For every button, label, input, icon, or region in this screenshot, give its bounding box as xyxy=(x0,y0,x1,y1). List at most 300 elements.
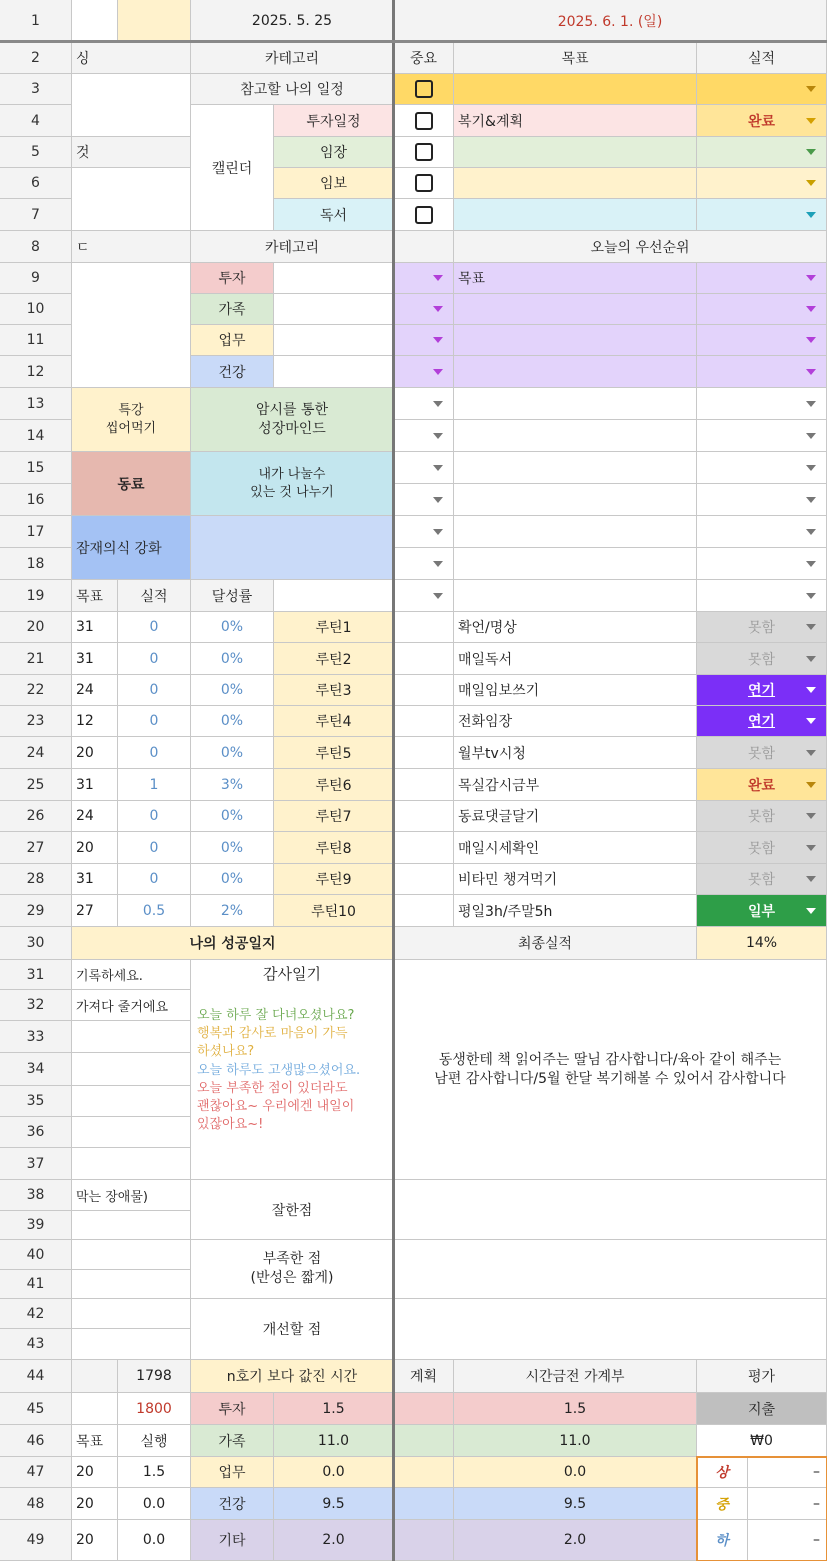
priority-goal[interactable] xyxy=(454,356,697,388)
time-row-target-text: 20 xyxy=(76,1532,94,1548)
routine-status[interactable] xyxy=(697,769,827,801)
dropdown-cell[interactable] xyxy=(697,420,827,452)
dropdown-arrow-icon[interactable] xyxy=(806,529,816,535)
row-header xyxy=(0,1457,72,1488)
final-result-value xyxy=(697,927,827,960)
gratitude-box xyxy=(191,960,394,1180)
time-plan xyxy=(454,1393,697,1425)
checkbox-icon[interactable] xyxy=(415,80,433,98)
schedule-goal-text: 복기&계획 xyxy=(458,113,524,130)
dropdown-arrow-icon[interactable] xyxy=(433,561,443,567)
row-header-text: 16 xyxy=(26,491,45,508)
fragment-5-text: 것 xyxy=(76,145,90,161)
schedule-result[interactable] xyxy=(697,74,827,105)
row-header xyxy=(0,231,72,263)
dropdown-arrow-icon[interactable] xyxy=(806,624,816,630)
priority-category-header-text: 카테고리 xyxy=(264,239,320,256)
schedule-goal[interactable] xyxy=(454,199,697,231)
priority-input[interactable] xyxy=(274,356,394,388)
freeze-divider-horizontal xyxy=(0,40,827,43)
routine-result xyxy=(118,801,191,832)
dropdown-arrow-icon[interactable] xyxy=(806,180,816,186)
importance-header-text: 중요 xyxy=(409,50,438,67)
obstacle-fragment xyxy=(72,1180,191,1211)
dropdown-cell[interactable] xyxy=(697,516,827,548)
schedule-goal[interactable] xyxy=(454,105,697,137)
row-header-text: 25 xyxy=(26,776,45,793)
dropdown-arrow-icon[interactable] xyxy=(433,401,443,407)
expense-value xyxy=(697,1425,827,1457)
time-value xyxy=(274,1520,394,1561)
row-header-text: 3 xyxy=(31,81,40,97)
cell-32 xyxy=(394,1457,454,1488)
row-header xyxy=(0,325,72,356)
eval-header xyxy=(697,1360,827,1393)
cell-26 xyxy=(72,1299,191,1329)
dropdown-arrow-icon[interactable] xyxy=(806,656,816,662)
routine-status[interactable] xyxy=(697,643,827,675)
dropdown-cell[interactable] xyxy=(394,388,454,420)
improve-label xyxy=(191,1299,394,1360)
priority-input[interactable] xyxy=(274,325,394,356)
dropdown-arrow-icon[interactable] xyxy=(806,782,816,788)
routine-name xyxy=(274,769,394,801)
importance-checkbox[interactable] xyxy=(394,168,454,199)
cell-21 xyxy=(72,1117,191,1148)
priority-importance[interactable] xyxy=(394,294,454,325)
time-category xyxy=(191,1425,274,1457)
dropdown-cell[interactable] xyxy=(697,388,827,420)
row-header xyxy=(0,1520,72,1561)
priority-importance[interactable] xyxy=(394,325,454,356)
row-header-text: 29 xyxy=(26,902,45,919)
routine-rate xyxy=(191,832,274,864)
routine-result xyxy=(118,612,191,643)
gratitude-prompt: 오늘 하루도 고생많으셨어요. xyxy=(197,1062,361,1078)
routine-status[interactable] xyxy=(697,706,827,737)
schedule-item-text: 임장 xyxy=(319,145,348,161)
cell-34 xyxy=(394,1520,454,1561)
row-header xyxy=(0,388,72,420)
cell-20 xyxy=(72,1086,191,1117)
dropdown-arrow-icon[interactable] xyxy=(806,593,816,599)
row-header xyxy=(0,737,72,769)
priority-goal-text: 목표 xyxy=(458,271,486,287)
routine-status-text: 못함 xyxy=(747,745,776,762)
goal-header-text: 목표 xyxy=(561,50,589,67)
dropdown-arrow-icon[interactable] xyxy=(806,433,816,439)
cell-19 xyxy=(72,1053,191,1086)
time-total xyxy=(118,1360,191,1393)
routine-task-text: 평일3h/주말5h xyxy=(458,903,553,920)
row-header xyxy=(0,452,72,484)
routine-target xyxy=(72,675,118,706)
gratitude-prompt: 오늘 부족한 점이 있더라도 괜찮아요~ 우리에겐 내일이 있잖아요~! xyxy=(197,1080,355,1133)
dropdown-cell[interactable] xyxy=(697,452,827,484)
time-plan xyxy=(454,1425,697,1457)
priority-category xyxy=(191,263,274,294)
routine-result xyxy=(118,675,191,706)
dropdown-arrow-icon[interactable] xyxy=(806,118,816,124)
dropdown-arrow-icon[interactable] xyxy=(806,876,816,882)
routine-rate xyxy=(191,895,274,927)
priority-category-text: 업무 xyxy=(218,333,246,349)
routine-target xyxy=(72,612,118,643)
checkbox-icon[interactable] xyxy=(415,206,433,224)
dropdown-arrow-icon[interactable] xyxy=(433,369,443,375)
checkbox-icon[interactable] xyxy=(415,174,433,192)
grade-value[interactable] xyxy=(748,1488,827,1520)
routine-status[interactable] xyxy=(697,675,827,706)
priority-goal[interactable] xyxy=(454,388,697,420)
schedule-item xyxy=(274,105,394,137)
routine-target xyxy=(72,864,118,895)
time-value-text: 0.0 xyxy=(322,1464,345,1480)
gratitude-text[interactable] xyxy=(394,960,827,1180)
affirmation-block-text: 암시를 통한 성장마인드 xyxy=(255,401,329,437)
dropdown-arrow-icon[interactable] xyxy=(806,86,816,92)
routine-result xyxy=(118,643,191,675)
importance-checkbox[interactable] xyxy=(394,137,454,168)
dropdown-cell[interactable] xyxy=(394,580,454,612)
time-goal-header xyxy=(72,1425,118,1457)
routine-task xyxy=(454,675,697,706)
result-header-text: 실적 xyxy=(747,50,776,67)
time-plan xyxy=(454,1520,697,1561)
time-exec-header-text: 실행 xyxy=(140,1433,168,1450)
routine-rate-header xyxy=(191,580,274,612)
time-row-exec xyxy=(118,1457,191,1488)
routine-task-text: 전화임장 xyxy=(458,714,513,730)
priority-category xyxy=(191,294,274,325)
dropdown-arrow-icon[interactable] xyxy=(806,497,816,503)
time-row-exec-text: 1.5 xyxy=(142,1464,166,1480)
improve-text[interactable] xyxy=(394,1299,827,1360)
special-lecture-text: 특강 씹어먹기 xyxy=(105,402,157,436)
routine-name-text: 루틴7 xyxy=(315,809,352,825)
checkbox-icon[interactable] xyxy=(415,143,433,161)
dropdown-arrow-icon[interactable] xyxy=(433,275,443,281)
importance-checkbox[interactable] xyxy=(394,199,454,231)
time-row-target xyxy=(72,1457,118,1488)
priority-importance[interactable] xyxy=(394,263,454,294)
time-value xyxy=(274,1457,394,1488)
priority-goal[interactable] xyxy=(454,548,697,580)
schedule-item-text: 독서 xyxy=(319,207,348,224)
row-header xyxy=(0,1086,72,1117)
time-target xyxy=(118,1393,191,1425)
share-block xyxy=(191,452,394,516)
grade-label-text: 중 xyxy=(715,1496,729,1513)
routine-target xyxy=(72,832,118,864)
routine-status-text: 완료 xyxy=(747,777,776,794)
row-header xyxy=(0,1488,72,1520)
routine-target xyxy=(72,706,118,737)
cell-13 xyxy=(394,769,454,801)
cell-2 xyxy=(72,74,191,137)
row-header xyxy=(0,516,72,548)
routine-goal-header-text: 목표 xyxy=(76,588,104,605)
freeze-divider-vertical xyxy=(392,0,395,1561)
schedule-goal[interactable] xyxy=(454,74,697,105)
final-result-value-text: 14% xyxy=(745,935,778,951)
time-plan-text: 0.0 xyxy=(563,1464,587,1480)
schedule-result[interactable] xyxy=(697,168,827,199)
routine-task xyxy=(454,895,697,927)
dropdown-arrow-icon[interactable] xyxy=(806,561,816,567)
dropdown-cell[interactable] xyxy=(394,548,454,580)
priority-result[interactable] xyxy=(697,356,827,388)
time-row-exec-text: 0.0 xyxy=(142,1495,166,1512)
dropdown-arrow-icon[interactable] xyxy=(806,750,816,756)
time-category-text: 건강 xyxy=(218,1496,246,1513)
cell-25 xyxy=(72,1270,191,1299)
dropdown-arrow-icon[interactable] xyxy=(806,465,816,471)
lacking-label-text: 부족한 점 (반성은 짧게) xyxy=(250,1251,334,1286)
journal-title-text: 나의 성공일지 xyxy=(189,936,276,952)
priority-result[interactable] xyxy=(697,325,827,356)
journal-note xyxy=(72,960,191,990)
time-category-text: 가족 xyxy=(218,1433,246,1450)
grade-value-text: – xyxy=(813,1495,820,1512)
cell-33 xyxy=(394,1488,454,1520)
grade-label xyxy=(697,1520,748,1561)
priority-result[interactable] xyxy=(697,263,827,294)
schedule-title xyxy=(191,74,394,105)
dropdown-arrow-icon[interactable] xyxy=(433,529,443,535)
cell-3 xyxy=(72,168,191,231)
routine-target xyxy=(72,737,118,769)
row-header xyxy=(0,548,72,580)
routine-task xyxy=(454,612,697,643)
row-header xyxy=(0,199,72,231)
routine-name xyxy=(274,737,394,769)
routine-goal-header xyxy=(72,580,118,612)
cell-10 xyxy=(394,675,454,706)
obstacle-fragment-text: 막는 장애물) xyxy=(76,1189,148,1205)
dropdown-arrow-icon[interactable] xyxy=(806,687,816,693)
dropdown-arrow-icon[interactable] xyxy=(806,401,816,407)
final-result-label xyxy=(394,927,697,960)
routine-rate-text: 3% xyxy=(220,776,244,793)
dropdown-cell[interactable] xyxy=(394,452,454,484)
routine-result-header xyxy=(118,580,191,612)
routine-rate-text: 2% xyxy=(220,902,244,919)
dropdown-arrow-icon[interactable] xyxy=(806,813,816,819)
time-category xyxy=(191,1393,274,1425)
routine-status[interactable] xyxy=(697,864,827,895)
priority-goal[interactable] xyxy=(454,420,697,452)
routine-rate-text: 0% xyxy=(220,744,244,761)
routine-status[interactable] xyxy=(697,801,827,832)
priority-input[interactable] xyxy=(274,263,394,294)
row-header-text: 42 xyxy=(26,1305,45,1322)
row-header-text: 31 xyxy=(26,966,45,983)
share-block-text: 내가 나눌수 있는 것 나누기 xyxy=(250,466,334,500)
routine-task-text: 목실감시금부 xyxy=(458,777,540,794)
row-header xyxy=(0,1299,72,1329)
dropdown-arrow-icon[interactable] xyxy=(806,369,816,375)
routine-status-text: 못함 xyxy=(747,872,776,888)
dropdown-arrow-icon[interactable] xyxy=(806,845,816,851)
priority-goal[interactable] xyxy=(454,580,697,612)
row-header-text: 46 xyxy=(26,1432,45,1449)
dropdown-arrow-icon[interactable] xyxy=(433,465,443,471)
dropdown-cell[interactable] xyxy=(697,548,827,580)
good-text[interactable] xyxy=(394,1180,827,1240)
time-row-target xyxy=(72,1488,118,1520)
row-header xyxy=(0,675,72,706)
importance-checkbox[interactable] xyxy=(394,105,454,137)
priority-goal[interactable] xyxy=(454,325,697,356)
routine-name-text: 루틴9 xyxy=(315,872,352,888)
routine-name-text: 루틴5 xyxy=(315,745,352,762)
grade-value[interactable] xyxy=(748,1457,827,1488)
routine-status[interactable] xyxy=(697,832,827,864)
priority-goal[interactable] xyxy=(454,516,697,548)
routine-task-text: 비타민 챙겨먹기 xyxy=(458,872,558,888)
grade-label-text: 하 xyxy=(715,1533,729,1549)
priority-category-text: 건강 xyxy=(218,364,246,381)
dropdown-arrow-icon[interactable] xyxy=(806,306,816,312)
time-category-text: 투자 xyxy=(218,1401,246,1418)
routine-target-text: 31 xyxy=(76,776,94,793)
routine-result-text: 0 xyxy=(149,713,159,729)
routine-result xyxy=(118,832,191,864)
dropdown-arrow-icon[interactable] xyxy=(433,593,443,599)
date-left-text: 2025. 5. 25 xyxy=(251,12,333,29)
priority-goal[interactable] xyxy=(454,452,697,484)
routine-status[interactable] xyxy=(697,895,827,927)
priority-category-text: 가족 xyxy=(218,302,246,318)
priority-title-text: 오늘의 우선순위 xyxy=(590,239,690,256)
dropdown-cell[interactable] xyxy=(697,484,827,516)
routine-status[interactable] xyxy=(697,612,827,643)
routine-result-header-text: 실적 xyxy=(140,588,168,605)
time-plan-text: 2.0 xyxy=(563,1532,587,1548)
time-row-target-text: 20 xyxy=(76,1464,94,1480)
routine-target-text: 24 xyxy=(76,808,94,824)
dropdown-arrow-icon[interactable] xyxy=(806,718,816,724)
row-header-text: 47 xyxy=(26,1464,45,1480)
cell-29 xyxy=(72,1393,118,1425)
priority-result[interactable] xyxy=(697,294,827,325)
row-header-text: 6 xyxy=(31,175,40,191)
schedule-goal[interactable] xyxy=(454,168,697,199)
routine-target-text: 31 xyxy=(76,650,94,667)
dropdown-arrow-icon[interactable] xyxy=(433,306,443,312)
cell-22 xyxy=(72,1148,191,1180)
dropdown-cell[interactable] xyxy=(394,516,454,548)
affirmation-block xyxy=(191,388,394,452)
schedule-result[interactable] xyxy=(697,199,827,231)
time-category xyxy=(191,1488,274,1520)
row-header xyxy=(0,832,72,864)
dropdown-arrow-icon[interactable] xyxy=(806,337,816,343)
schedule-result[interactable] xyxy=(697,137,827,168)
row-header xyxy=(0,1270,72,1299)
dropdown-cell[interactable] xyxy=(394,420,454,452)
row-header xyxy=(0,1240,72,1270)
subconscious-block xyxy=(72,516,191,580)
priority-importance[interactable] xyxy=(394,356,454,388)
cell-18 xyxy=(72,1021,191,1053)
row-header xyxy=(0,263,72,294)
row-header xyxy=(0,484,72,516)
routine-target-text: 27 xyxy=(76,902,94,919)
dropdown-arrow-icon[interactable] xyxy=(806,908,816,914)
routine-status[interactable] xyxy=(697,737,827,769)
good-label xyxy=(191,1180,394,1240)
cell-11 xyxy=(394,706,454,737)
grade-value[interactable] xyxy=(748,1520,827,1561)
dropdown-cell[interactable] xyxy=(697,580,827,612)
dropdown-arrow-icon[interactable] xyxy=(806,275,816,281)
dropdown-arrow-icon[interactable] xyxy=(806,149,816,155)
journal-title xyxy=(72,927,394,960)
time-category xyxy=(191,1457,274,1488)
cell-30 xyxy=(394,1393,454,1425)
routine-rate-text: 0% xyxy=(220,713,244,729)
row-header-text: 34 xyxy=(26,1061,45,1077)
row-header-text: 44 xyxy=(26,1368,45,1384)
routine-name xyxy=(274,801,394,832)
schedule-result[interactable] xyxy=(697,105,827,137)
priority-input[interactable] xyxy=(274,294,394,325)
routine-task-text: 매일임보쓰기 xyxy=(458,683,540,699)
routine-result-text: 0.5 xyxy=(142,902,166,919)
time-plan-text: 11.0 xyxy=(559,1432,591,1449)
cell-8 xyxy=(394,612,454,643)
cell-5 xyxy=(72,263,191,388)
schedule-goal[interactable] xyxy=(454,137,697,168)
row-header xyxy=(0,612,72,643)
importance-checkbox[interactable] xyxy=(394,74,454,105)
time-plan-text: 1.5 xyxy=(563,1400,587,1417)
row-header-text: 24 xyxy=(26,744,45,761)
budget-header xyxy=(454,1360,697,1393)
routine-target-text: 31 xyxy=(76,871,94,887)
row-header-text: 43 xyxy=(26,1336,45,1352)
priority-goal[interactable] xyxy=(454,263,697,294)
priority-goal[interactable] xyxy=(454,294,697,325)
checkbox-icon[interactable] xyxy=(415,112,433,130)
row-header-text: 7 xyxy=(31,206,40,223)
dropdown-arrow-icon[interactable] xyxy=(433,497,443,503)
gratitude-title: 감사일기 xyxy=(263,965,321,983)
calendar-label-text: 캘린더 xyxy=(211,160,253,177)
dropdown-arrow-icon[interactable] xyxy=(806,212,816,218)
time-plan xyxy=(454,1457,697,1488)
priority-goal[interactable] xyxy=(454,484,697,516)
routine-name-text: 루틴4 xyxy=(315,714,352,730)
dropdown-arrow-icon[interactable] xyxy=(433,433,443,439)
lacking-label xyxy=(191,1240,394,1299)
routine-task xyxy=(454,706,697,737)
row-header-text: 9 xyxy=(31,270,40,286)
lacking-text[interactable] xyxy=(394,1240,827,1299)
dropdown-arrow-icon[interactable] xyxy=(433,337,443,343)
row-header-text: 23 xyxy=(26,713,45,729)
routine-result xyxy=(118,769,191,801)
journal-note xyxy=(72,990,191,1021)
row-header-text: 21 xyxy=(26,650,45,667)
cell-17 xyxy=(394,895,454,927)
cell-14 xyxy=(394,801,454,832)
dropdown-cell[interactable] xyxy=(394,484,454,516)
row-header-text: 5 xyxy=(31,144,40,160)
row-header-text: 37 xyxy=(26,1155,45,1172)
